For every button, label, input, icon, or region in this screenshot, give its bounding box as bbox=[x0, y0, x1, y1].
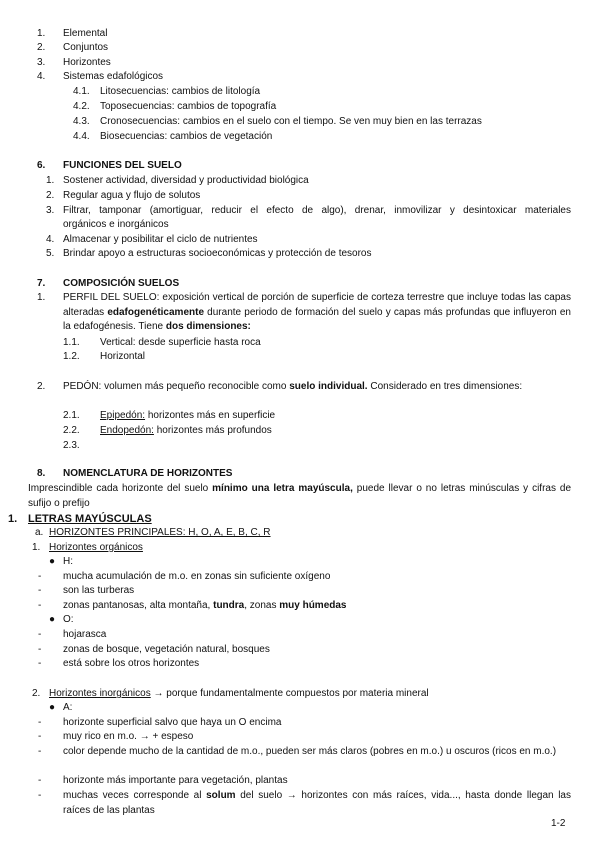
list-num: 5. bbox=[46, 248, 55, 259]
dash-item: muchas veces corresponde al solum del suelo → horizontes con más raíces, vida..., hasta donde llegan las raíces de las plantas bbox=[63, 790, 571, 816]
dash: - bbox=[38, 585, 42, 596]
list-num: 3. bbox=[46, 205, 55, 216]
dash-item: mucha acumulación de m.o. en zonas sin suficiente oxígeno bbox=[63, 571, 331, 582]
horizontes-inorganicos-heading: Horizontes inorgánicos → porque fundamentalmente compuestos por materia mineral bbox=[49, 688, 429, 699]
list-letter: a. bbox=[35, 527, 44, 538]
list-num: 1. bbox=[37, 28, 46, 39]
list-num: 2. bbox=[32, 688, 41, 699]
subsection-number: 1. bbox=[8, 513, 18, 525]
section-heading: COMPOSICIÓN SUELOS bbox=[63, 278, 180, 289]
dash: - bbox=[38, 571, 42, 582]
dash: - bbox=[38, 658, 42, 669]
bullet-icon: ● bbox=[49, 702, 56, 713]
list-item: Sostener actividad, diversidad y productividad biológica bbox=[63, 175, 309, 186]
list-item: Almacenar y posibilitar el ciclo de nutrientes bbox=[63, 234, 258, 245]
sublist-num: 4.2. bbox=[73, 101, 90, 112]
sublist-num: 4.1. bbox=[73, 86, 90, 97]
sublist-item: Litosecuencias: cambios de litología bbox=[100, 86, 261, 97]
dash-item: color depende mucho de la cantidad de m.o., pueden ser más claros (pobres en m.o.) u oscuros (ricos en m.o.) bbox=[63, 746, 557, 757]
bullet-icon: ● bbox=[49, 614, 56, 625]
dash-item: muy rico en m.o. → + espeso bbox=[63, 731, 194, 742]
list-num: 4. bbox=[37, 71, 46, 82]
subsection-heading: LETRAS MAYÚSCULAS bbox=[28, 513, 152, 525]
horizontes-organicos-heading: Horizontes orgánicos bbox=[49, 542, 143, 553]
dash-item: son las turberas bbox=[63, 585, 135, 596]
bullet-icon: ● bbox=[49, 556, 56, 567]
list-num: 2. bbox=[37, 42, 46, 53]
dash: - bbox=[38, 717, 42, 728]
page-number: 1-2 bbox=[551, 818, 566, 829]
list-item-continuation: orgánicos e inorgánicos bbox=[63, 219, 169, 230]
sublist-item: Toposecuencias: cambios de topografía bbox=[100, 101, 277, 112]
dash-item: hojarasca bbox=[63, 629, 107, 640]
dash-item: zonas pantanosas, alta montaña, tundra, zonas muy húmedas bbox=[63, 600, 347, 611]
dash-item: horizonte superficial salvo que haya un O encima bbox=[63, 717, 282, 728]
nomenclatura-paragraph: Imprescindible cada horizonte del suelo mínimo una letra mayúscula, puede llevar o no letras minúsculas y cifras de sufijo o prefijo bbox=[28, 483, 572, 509]
list-num: 1. bbox=[37, 292, 46, 303]
list-num: 4. bbox=[46, 234, 55, 245]
sublist-item: Epipedón: horizontes más en superficie bbox=[100, 410, 276, 421]
list-item: Horizontes bbox=[63, 57, 111, 68]
sublist-item: Endopedón: horizontes más profundos bbox=[100, 425, 272, 436]
sublist-num: 2.3. bbox=[63, 440, 80, 451]
horizon-label: A: bbox=[63, 702, 73, 713]
sublist-item: Cronosecuencias: cambios en el suelo con el tiempo. Se ven muy bien en las terrazas bbox=[100, 116, 482, 127]
list-item: Regular agua y flujo de solutos bbox=[63, 190, 201, 201]
sublist-num: 2.1. bbox=[63, 410, 80, 421]
list-num: 1. bbox=[46, 175, 55, 186]
perfil-paragraph: PERFIL DEL SUELO: exposición vertical de porción de superficie de corteza terrestre que incluye todas las capas alteradas edafogenéticamente durante periodo de formación del suelo y capas más profundas que influyeron en la edafogénesis. Tiene dos dimensiones: bbox=[63, 292, 571, 333]
dash: - bbox=[38, 731, 42, 742]
pedon-paragraph: PEDÓN: volumen más pequeño reconocible como suelo individual. Considerado en tres dimensiones: bbox=[63, 381, 523, 392]
section-number: 7. bbox=[37, 278, 46, 289]
list-item: Sistemas edafológicos bbox=[63, 71, 164, 82]
section-heading: FUNCIONES DEL SUELO bbox=[63, 160, 182, 171]
sublist-num: 1.1. bbox=[63, 337, 80, 348]
list-num: 1. bbox=[32, 542, 41, 553]
sublist-num: 4.4. bbox=[73, 131, 90, 142]
sublist-item: Biosecuencias: cambios de vegetación bbox=[100, 131, 273, 142]
list-item: Conjuntos bbox=[63, 42, 109, 53]
dash-item: zonas de bosque, vegetación natural, bosques bbox=[63, 644, 270, 655]
list-item: Elemental bbox=[63, 28, 108, 39]
dash: - bbox=[38, 644, 42, 655]
sublist-num: 4.3. bbox=[73, 116, 90, 127]
sublist-item: Horizontal bbox=[100, 351, 146, 362]
dash: - bbox=[38, 629, 42, 640]
dash-item: está sobre los otros horizontes bbox=[63, 658, 200, 669]
sublist-num: 1.2. bbox=[63, 351, 80, 362]
list-num: 2. bbox=[46, 190, 55, 201]
horizon-label: O: bbox=[63, 614, 74, 625]
dash: - bbox=[38, 746, 42, 757]
list-num: 2. bbox=[37, 381, 46, 392]
horizontes-principales: HORIZONTES PRINCIPALES: H, O, A, E, B, C, R bbox=[49, 527, 271, 538]
section-number: 6. bbox=[37, 160, 46, 171]
sublist-num: 2.2. bbox=[63, 425, 80, 436]
dash: - bbox=[38, 790, 42, 801]
dash: - bbox=[38, 775, 42, 786]
dash: - bbox=[38, 600, 42, 611]
horizon-label: H: bbox=[63, 556, 73, 567]
section-heading: NOMENCLATURA DE HORIZONTES bbox=[63, 468, 233, 479]
list-num: 3. bbox=[37, 57, 46, 68]
section-number: 8. bbox=[37, 468, 46, 479]
sublist-item: Vertical: desde superficie hasta roca bbox=[100, 337, 261, 348]
dash-item: horizonte más importante para vegetación, plantas bbox=[63, 775, 288, 786]
list-item: Filtrar, tamponar (amortiguar, reducir el efecto de algo), drenar, inmovilizar y desintoxicar materiales bbox=[63, 205, 571, 216]
list-item: Brindar apoyo a estructuras socioeconómicas y protección de tesoros bbox=[63, 248, 372, 259]
